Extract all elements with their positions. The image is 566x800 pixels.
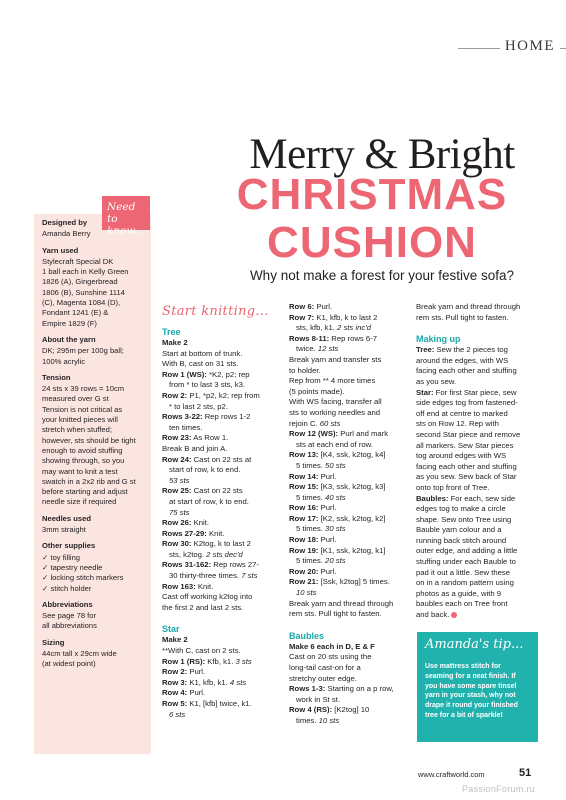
row-text: Rep rows 6-7	[329, 333, 378, 343]
title-line-1: Merry & Bright	[249, 131, 515, 178]
row-label: Row 17:	[289, 513, 319, 523]
instruction-line: Rep from ** 4 more times	[289, 376, 376, 386]
instruction-row	[289, 514, 410, 525]
row-text: Purl.	[187, 667, 206, 677]
stitch-count: 20 sts	[322, 556, 346, 566]
tree-heading: Tree	[162, 327, 181, 337]
instruction-row	[162, 678, 282, 689]
stitch-count: 4 sts	[227, 677, 247, 687]
instruction-line: Break B and join A.	[162, 443, 228, 453]
row-label: Row 1 (RS):	[162, 656, 206, 666]
row-label: Row 2:	[162, 667, 188, 677]
spacer	[289, 620, 410, 628]
column-3	[416, 302, 541, 621]
instruction-line: around the edges, with WS	[416, 355, 509, 365]
stitch-count: 6 sts	[169, 709, 186, 719]
row-label: Rows 27-29:	[162, 528, 207, 538]
spacer	[416, 323, 541, 331]
row-label: Row 26:	[162, 518, 192, 528]
row-text: 30 thirty-three times.	[169, 571, 240, 581]
info-line: all abbreviations	[42, 621, 97, 631]
row-label: Baubles:	[416, 493, 449, 503]
tip-body	[425, 662, 533, 721]
instruction-make: Make 2	[162, 338, 188, 347]
info-line: 1 ball each in Kelly Green	[42, 267, 129, 277]
stitch-count: 2 sts inc'd	[334, 323, 371, 333]
star-heading: Star	[162, 624, 180, 635]
instruction-line: long-tail cast-on for a	[289, 663, 361, 672]
instruction-row	[162, 529, 282, 540]
instruction-line	[289, 419, 410, 430]
subtitle: Why not make a forest for your festive sofa?	[249, 268, 515, 283]
instruction-row	[416, 388, 541, 399]
spacer	[162, 613, 282, 621]
info-line: showing through, so you	[42, 456, 125, 466]
tip-line: seaming for a neat finish. If	[425, 672, 516, 680]
info-heading: Abbreviations	[42, 599, 93, 609]
instruction-line: work in St st.	[296, 694, 341, 704]
info-line: 100% acrylic	[42, 356, 86, 366]
instruction-line: shape. Sew onto Tree using	[416, 514, 512, 524]
instruction-line: facing each other and stuffing	[416, 461, 517, 471]
end-dot-icon	[451, 612, 457, 618]
instruction-row	[289, 450, 410, 461]
instruction-row	[162, 370, 282, 381]
instruction-line	[162, 571, 282, 582]
instruction-line: second Star piece and remove	[416, 429, 521, 439]
instruction-row	[162, 560, 282, 571]
row-label: Row 1 (WS):	[162, 369, 207, 379]
info-line: 3mm straight	[42, 525, 86, 535]
instruction-line: photos as a guide, with 9	[416, 588, 502, 598]
row-text: 5 times.	[296, 524, 323, 534]
row-label: Row 30:	[162, 539, 192, 549]
instruction-row	[289, 472, 410, 483]
row-text: K1, [kfb] twice, k1.	[187, 699, 252, 708]
info-line: stretch when stuffed;	[42, 425, 112, 435]
row-text: [Ssk, k2tog] 5 times.	[318, 577, 390, 587]
row-text: Purl.	[318, 535, 337, 545]
instruction-row	[289, 577, 410, 588]
instruction-line: side edges tog from fastened-	[416, 398, 518, 408]
instruction-line: Break yarn and thread through	[416, 302, 521, 311]
instruction-line: sts on Row 12. Rep with	[416, 419, 499, 429]
instruction-line: Cast off working k2tog into	[162, 592, 253, 602]
instruction-row	[289, 503, 410, 514]
info-line: 44cm tall x 29cm wide	[42, 648, 117, 658]
row-text: K2tog, k to last 2	[191, 539, 251, 549]
instruction-line: all markers. Sew Star pieces	[416, 440, 514, 450]
instruction-row	[289, 546, 410, 557]
row-label: Row 13:	[289, 450, 319, 460]
row-text: 5 times.	[296, 460, 323, 470]
info-heading: Needles used	[42, 513, 91, 523]
info-line: measured over G st	[42, 394, 109, 404]
row-text: Kfb, k1.	[205, 656, 234, 666]
stitch-count: 10 sts	[316, 715, 340, 725]
stitch-count: 40 sts	[322, 492, 346, 502]
row-text: Knit.	[195, 581, 214, 591]
info-section	[42, 514, 148, 536]
instruction-row	[162, 486, 282, 497]
info-line: enough to avoid stuffing	[42, 445, 123, 455]
instruction-line	[289, 344, 410, 355]
section-label: HOME	[500, 38, 560, 55]
title-line-3: CUSHION	[267, 218, 477, 267]
instruction-row	[289, 482, 410, 493]
title-line-2: CHRISTMAS	[236, 170, 508, 219]
row-label: Row 23:	[162, 433, 192, 443]
row-label: Row 18:	[289, 535, 319, 545]
stitch-count: 12 sts	[315, 344, 339, 354]
instruction-row	[162, 433, 282, 444]
row-label: Row 6:	[289, 302, 315, 311]
info-line: ✓ stitch holder	[42, 583, 92, 593]
row-text: P1, *p2, k2; rep from	[187, 390, 260, 400]
row-text: Purl.	[318, 471, 337, 481]
stitch-count: 60 sts	[317, 418, 341, 428]
row-text: Cast on 22 sts at	[191, 454, 252, 464]
instruction-line: Break yarn and transfer sts	[289, 354, 382, 364]
instruction-make: Make 2	[162, 635, 188, 645]
instruction-line: facing each other and stuffing	[416, 366, 517, 376]
need-to-know-content	[42, 218, 148, 676]
row-label: Rows 3-22:	[162, 412, 203, 422]
row-text: K1, kfb, k1.	[187, 677, 228, 687]
row-label: Row 12 (WS):	[289, 429, 339, 439]
instruction-row	[162, 539, 282, 550]
info-line: Empire 1829 (F)	[42, 318, 97, 328]
info-heading: Designed by	[42, 218, 88, 227]
making-up-heading: Making up	[416, 334, 461, 345]
instruction-line	[289, 556, 410, 567]
row-label: Row 163:	[162, 581, 196, 591]
instruction-row	[416, 345, 541, 356]
row-label: Row 19:	[289, 545, 319, 555]
row-label: Row 4 (RS):	[289, 705, 333, 715]
instruction-row	[289, 334, 410, 345]
info-line: (at widest point)	[42, 659, 96, 669]
row-text: Purl.	[318, 503, 337, 513]
info-section	[42, 218, 148, 240]
instruction-line: running back stitch around	[416, 535, 507, 545]
instruction-line: With B, cast on 31 sts.	[162, 359, 239, 369]
instruction-line	[289, 493, 410, 504]
info-line: 1806 (B), Sunshine 1114	[42, 287, 125, 297]
instruction-line: edges tog to make a circle	[416, 504, 506, 514]
instruction-line: on in a random pattern using	[416, 578, 514, 588]
row-label: Row 2:	[162, 390, 188, 400]
instruction-line: stuffing under each Bauble to	[416, 557, 516, 567]
stitch-count: 75 sts	[169, 507, 190, 517]
instruction-line: With WS facing, transfer all	[289, 397, 382, 407]
info-line: Fondant 1241 (E) &	[42, 308, 109, 318]
row-text: Purl.	[314, 302, 333, 311]
instruction-row	[289, 705, 410, 716]
instruction-line: Cast on 20 sts using the	[289, 652, 372, 662]
info-heading: About the yarn	[42, 334, 96, 344]
info-line: before starting and adjust	[42, 487, 128, 497]
row-label: Row 25:	[162, 486, 192, 496]
row-label: Row 3:	[162, 677, 188, 687]
instruction-line: sts at each end of row.	[296, 439, 373, 449]
instruction-line: rem sts. Pull tight to fasten.	[289, 609, 382, 619]
info-line: (C), Magenta 1084 (D),	[42, 298, 121, 308]
instruction-line	[289, 524, 410, 535]
info-heading: Other supplies	[42, 541, 96, 551]
row-text: 5 times.	[296, 556, 323, 566]
info-line: needle size if required	[42, 497, 117, 507]
instruction-line: as you sew. Sew back of Star	[416, 472, 517, 482]
instruction-line	[162, 550, 282, 561]
stitch-count: 3 sts	[233, 656, 252, 666]
instruction-line	[289, 323, 410, 334]
instruction-row	[162, 391, 282, 402]
page-number: 51	[519, 767, 532, 779]
row-label: Row 24:	[162, 454, 192, 464]
info-section	[42, 638, 148, 670]
row-label: Row 16:	[289, 503, 319, 513]
row-text: Purl.	[187, 688, 206, 698]
info-line: your knitted pieces will	[42, 415, 118, 425]
row-text: [K2, ssk, k2tog, k2]	[318, 513, 386, 523]
instruction-line: from * to last 3 sts, k3.	[169, 380, 246, 390]
footer-url: www.craftworld.com	[418, 770, 485, 779]
row-text: Purl.	[318, 566, 337, 576]
row-text: *K2, p2; rep	[206, 369, 250, 379]
row-text: As Row 1.	[191, 433, 229, 443]
info-line: ✓ toy filling	[42, 552, 81, 562]
tip-line: drape it round your finished	[425, 702, 518, 710]
info-line: ✓ locking stitch markers	[42, 573, 124, 583]
info-line: may want to knit a test	[42, 466, 118, 476]
section-tag	[458, 38, 566, 60]
instruction-line: pad it out a little. Sew these	[416, 567, 511, 577]
instruction-row	[289, 313, 410, 324]
instruction-line: Break yarn and thread through	[289, 598, 394, 608]
tip-heading: Amanda's tip...	[425, 637, 524, 652]
instruction-line	[289, 716, 410, 727]
instruction-line: outer edge, and adding a little	[416, 546, 518, 556]
row-text: For first Star piece, sew	[433, 387, 517, 397]
stitch-count: 10 sts	[296, 588, 317, 598]
instruction-row	[162, 582, 282, 593]
row-label: Rows 8-11:	[289, 333, 330, 343]
instruction-row	[162, 657, 282, 668]
row-text: sts, kfb, k1.	[296, 323, 335, 333]
info-line: DK; 295m per 100g ball;	[42, 346, 124, 356]
tip-line: you have some spare tinsel	[425, 682, 517, 690]
instruction-line: the first 2 and last 2 sts.	[162, 602, 244, 612]
instruction-row	[416, 494, 541, 505]
stitch-count: 7 sts	[239, 571, 258, 581]
instruction-line: ten times.	[169, 422, 203, 432]
row-label: Row 14:	[289, 471, 319, 481]
instruction-line: as you sew.	[416, 376, 457, 386]
row-label: Star:	[416, 387, 434, 397]
row-text: rejoin C.	[289, 418, 318, 428]
tip-box	[417, 632, 538, 742]
stitch-count: 2 sts dec'd	[204, 549, 243, 559]
info-heading: Yarn used	[42, 245, 79, 255]
instruction-row	[289, 535, 410, 546]
info-heading: Tension	[42, 372, 71, 382]
row-text: Knit.	[191, 518, 210, 528]
info-section	[42, 246, 148, 329]
badge-line: Need to	[107, 201, 136, 225]
info-line: 1826 (A), Gingerbread	[42, 277, 118, 287]
badge-line: know...	[107, 225, 145, 237]
instruction-line: at start of row, k to end.	[169, 496, 249, 506]
instruction-row	[289, 302, 410, 313]
instruction-row	[162, 455, 282, 466]
instruction-line: Bauble yarn colour and a	[416, 525, 502, 535]
info-heading: Sizing	[42, 637, 65, 647]
info-line: See page 78 for	[42, 611, 97, 621]
instruction-row	[289, 684, 410, 695]
instruction-line: * to last 2 sts, p2.	[169, 401, 228, 411]
row-text: For each, sew side	[448, 493, 516, 503]
instruction-line	[289, 461, 410, 472]
row-label: Row 4:	[162, 688, 188, 698]
instruction-line: and back.	[416, 610, 541, 621]
watermark: PassionForum.ru	[462, 784, 536, 794]
info-line: Stylecraft Special DK	[42, 256, 114, 266]
stitch-count: 50 sts	[322, 460, 346, 470]
row-text: Starting on a p row,	[325, 684, 394, 694]
tip-line: yarn in your stash, why not	[425, 692, 516, 700]
instruction-line: start of row, k to end.	[169, 465, 241, 475]
row-text: Sew the 2 pieces tog	[434, 345, 508, 355]
start-knitting-heading: Start knitting...	[162, 304, 269, 319]
stitch-count: 30 sts	[322, 524, 346, 534]
row-label: Row 5:	[162, 699, 188, 708]
row-text: sts, k2tog.	[169, 549, 205, 559]
instruction-line: onto top front of Tree.	[416, 482, 490, 492]
instruction-line: off end at centre to marked	[416, 408, 508, 418]
instruction-line: to holder.	[289, 365, 321, 375]
tip-line: tree for a bit of sparkle!	[425, 711, 503, 719]
row-text: K1, kfb, k to last 2	[314, 312, 378, 322]
info-section	[42, 373, 148, 508]
row-text: [K3, ssk, k2tog, k3]	[318, 482, 386, 492]
row-text: [K4, ssk, k2tog, k4]	[318, 450, 386, 460]
instruction-line: sts to working needles and	[289, 407, 381, 417]
instruction-row	[162, 699, 282, 710]
instruction-row	[289, 567, 410, 578]
instruction-line: **With C, cast on 2 sts.	[162, 646, 241, 656]
row-text: 5 times.	[296, 492, 323, 502]
info-line: swatch in a 2x2 rib and G st	[42, 476, 136, 486]
row-text: [K2tog] 10	[332, 705, 370, 715]
instruction-line: stretchy outer edge.	[289, 673, 357, 683]
row-text: times.	[296, 715, 317, 725]
row-text: [K1, ssk, k2tog, k1]	[318, 545, 386, 555]
instruction-row	[162, 688, 282, 699]
row-label: Row 20:	[289, 566, 319, 576]
info-section	[42, 335, 148, 367]
info-section	[42, 600, 148, 632]
info-section	[42, 541, 148, 593]
stitch-count: 53 sts	[169, 475, 190, 485]
row-label: Rows 31-162:	[162, 560, 212, 570]
info-line: however, sts should be tight	[42, 435, 136, 445]
row-label: Rows 1-3:	[289, 684, 326, 694]
row-label: Tree:	[416, 345, 435, 355]
instruction-row	[289, 429, 410, 440]
instruction-line: tog around edges with WS	[416, 451, 507, 461]
row-text: Knit.	[206, 528, 225, 538]
column-1	[162, 302, 282, 720]
info-line: 24 sts x 39 rows = 10cm	[42, 384, 125, 394]
row-text: Purl and mark	[338, 429, 389, 439]
row-label: Row 7:	[289, 312, 315, 322]
instruction-make: Make 6 each in D, E & F	[289, 641, 375, 651]
row-text: Cast on 22 sts	[191, 486, 243, 496]
row-text: Rep rows 1-2	[202, 412, 251, 422]
instruction-row	[162, 667, 282, 678]
row-text: Rep rows 27-	[211, 560, 259, 570]
instruction-row	[162, 518, 282, 529]
info-line: ✓ tapestry needle	[42, 562, 103, 572]
info-line: Amanda Berry	[42, 229, 91, 239]
row-label: Row 21:	[289, 577, 319, 587]
baubles-heading: Baubles	[289, 630, 325, 641]
info-line: Tension is not critical as	[42, 404, 123, 414]
tip-line: Use mattress stitch for	[425, 663, 501, 670]
instruction-line: Start at bottom of trunk.	[162, 348, 243, 358]
instruction-line: (5 points made).	[289, 386, 345, 396]
instruction-row	[162, 412, 282, 423]
instruction-line: baubles each on Tree front	[416, 599, 508, 609]
column-2	[289, 302, 410, 727]
instruction-line: rem sts. Pull tight to fasten.	[416, 312, 509, 322]
row-label: Row 15:	[289, 482, 319, 492]
row-text: twice.	[296, 344, 316, 354]
